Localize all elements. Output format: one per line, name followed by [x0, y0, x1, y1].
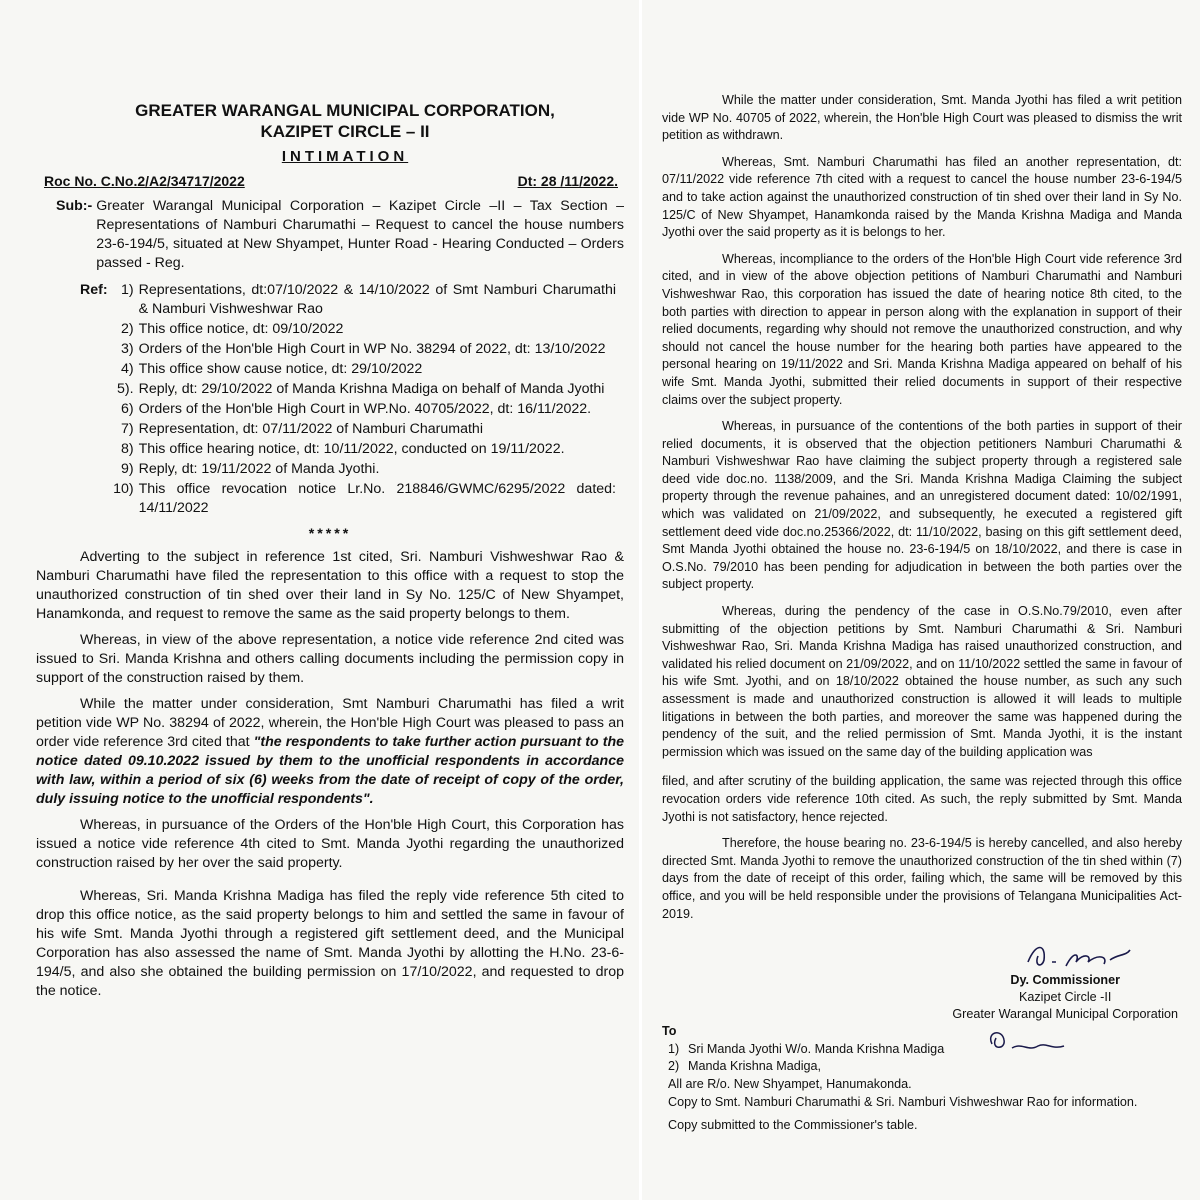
- reference-number: 1): [120, 282, 134, 298]
- signatory-circle: Kazipet Circle -II: [1018, 990, 1112, 1005]
- reference-text: Reply, dt: 19/11/2022 of Manda Jyothi.: [138, 461, 380, 477]
- intimation-heading: INTIMATION: [281, 148, 409, 165]
- document-date: Dt: 28 /11/2022.: [517, 173, 618, 189]
- reference-number: 2): [120, 321, 134, 337]
- roc-line: [36, 172, 624, 191]
- signature-area: [662, 932, 1182, 1047]
- paragraph: Whereas, Smt. Namburi Charumathi has filed an another representation, dt: 07/11/2022 vide reference 7th cited with a request to cancel the house number 23-6-194/5 and to take action against the unauthorized construction of tin shed over their land in Sy No. 125/C of New Shyampet, Hanamkonda raised by the Manda Krishna Madiga and Manda Jyothi over the said property as it is belongs to her.: [662, 154, 1182, 240]
- recipient-item: [668, 1058, 1182, 1076]
- reference-item: [108, 400, 616, 419]
- recipient-number: 2): [668, 1059, 680, 1074]
- paragraph: Therefore, the house bearing no. 23-6-194/5 is hereby cancelled, and also hereby directed Smt. Manda Jyothi to remove the unauthorized construction of the tin shed within (7) days from the date of receipt of this order, failing which, the same will be removed by this office, and you will be held responsible under the provisions of Telangana Municipalities Act- 2019.: [662, 836, 1182, 921]
- paragraph: While the matter under consideration, Smt. Manda Jyothi has filed a writ petition vide WP No. 40705 of 2022, wherein, the Hon'ble High Court was pleased to dismiss the writ petition as withdrawn.: [662, 93, 1182, 143]
- circle-title: KAZIPET CIRCLE – II: [260, 122, 430, 141]
- subject-text: Greater Warangal Municipal Corporation – Kazipet Circle –II – Tax Section – Representations of Namburi Charumathi – Request to cancel the house numbers 23-6-194/5, situated at New Shyampet, Hunter Road - Hearing Conducted – Orders passed - Reg.: [96, 198, 624, 271]
- reference-number: 5).: [117, 381, 134, 397]
- recipient-text: Manda Krishna Madiga,: [688, 1059, 822, 1074]
- reference-text: This office revocation notice Lr.No. 218846/GWMC/6295/2022 dated: 14/11/2022: [138, 481, 616, 516]
- initials-signature: [982, 1024, 1072, 1058]
- address-line: All are R/o. New Shyampet, Hanumakonda.: [668, 1076, 912, 1091]
- reference-number: 8): [120, 441, 134, 457]
- to-label: To: [662, 1024, 677, 1039]
- reference-item: [108, 340, 616, 359]
- paragraph-text: While the matter under consideration, Smt Namburi Charumathi has filed a writ petition vide WP No. 38294 of 2022, wherein, the Hon'ble High Court was pleased to pass an order vide reference 3rd cited that: [36, 696, 624, 750]
- references-label: Ref:: [80, 282, 108, 298]
- reference-text: This office hearing notice, dt: 10/11/2022, conducted on 19/11/2022.: [138, 441, 565, 457]
- subject-block: [56, 197, 624, 273]
- reference-number: 6): [120, 401, 134, 417]
- handwritten-signature: [1022, 932, 1142, 976]
- reference-text: Reply, dt: 29/10/2022 of Manda Krishna Madiga on behalf of Manda Jyothi: [138, 381, 605, 397]
- paragraph: Adverting to the subject in reference 1st cited, Sri. Namburi Vishweshwar Rao & Namburi Charumathi have filed the representation to this office with a request to stop the unauthorized construction of tin shed over their land in Sy No. 125/C of New Shyampet, Hanamkonda, and request to remove the same as the said property belongs to them.: [36, 549, 624, 622]
- reference-number: 4): [120, 361, 134, 377]
- reference-item: [108, 360, 616, 379]
- reference-item: [108, 460, 616, 479]
- reference-text: Orders of the Hon'ble High Court in WP.No. 40705/2022, dt: 16/11/2022.: [138, 401, 592, 417]
- copy-submitted-line: Copy submitted to the Commissioner's table.: [668, 1118, 918, 1133]
- org-title: GREATER WARANGAL MUNICIPAL CORPORATION,: [135, 101, 555, 120]
- paragraph: Whereas, in pursuance of the Orders of the Hon'ble High Court, this Corporation has issued a notice vide reference 4th cited to Smt. Manda Jyothi regarding the unauthorized construction raised by her over the said property.: [36, 817, 624, 871]
- reference-item: [108, 420, 616, 439]
- reference-number: 3): [120, 341, 134, 357]
- reference-item: [108, 380, 616, 399]
- court-order-quote: "the respondents to take further action pursuant to the notice dated 09.10.2022 issued by them to the unofficial respondents in accordance with law, within a period of six (6) weeks from the date of receipt of copy of the order, duly issuing notice to the unofficial respondents".: [36, 734, 625, 807]
- document-page-2: [642, 0, 1200, 1200]
- paragraph: [36, 695, 624, 809]
- reference-item: [108, 480, 616, 518]
- reference-item: [108, 440, 616, 459]
- references-block: [80, 281, 616, 519]
- references-list: [108, 281, 616, 519]
- signatory-block: [952, 972, 1178, 1023]
- signatory-title: Dy. Commissioner: [1010, 973, 1121, 988]
- paragraph: Whereas, during the pendency of the case in O.S.No.79/2010, even after submitting of the objection petitions by Smt. Namburi Charumathi & Sri. Namburi Vishweshwar Rao, Sri. Manda Krishna Madiga has raised unauthorized construction, and validated his relied document on 21/09/2022, and on 11/10/2022 settled the same in favour of his wife Smt. Jyothi, and on 18/10/2022 obtained the house number, as such any such assessment is made and unauthorized construction is allowed it will leads to multiple litigations in between the both parties, and moreover the same was happened during the pendency of the suit, and the relied permission of Smt. Manda Jyothi, it is the instant permission which was issued on the same day of the building application was: [662, 604, 1182, 759]
- recipient-number: 1): [668, 1041, 680, 1056]
- separator-stars: *****: [308, 526, 352, 542]
- reference-number: 9): [120, 461, 134, 477]
- paragraph: Whereas, in pursuance of the contentions of the both parties in support of their relied documents, it is observed that the objection petitioners Namburi Charumathi & Namburi Vishweshwar Rao have claiming the subject property through a registered sale deed vide doc.no. 1138/2009, and the Sri. Manda Krishna Madiga Claiming the subject property through the revenue pahaines, and an unregistered document dated: 10/02/1991, which was validated on 21/09/2022, and subsequently, he executed a registered gift settlement deed vide doc.no.25366/2022, dt: 11/10/2022, basing on this gift settlement deed, Smt Manda Jyothi obtained the house no. 23-6-194/5 on 18/10/2022, and there is case in O.S.No. 79/2010 has been pending for adjudication in between the both parties over the subject property.: [662, 419, 1182, 592]
- reference-item: [108, 281, 616, 319]
- subject-label: Sub:-: [56, 198, 93, 214]
- paragraph: filed, and after scrutiny of the building application, the same was rejected through this office revocation orders vide reference 10th cited. As such, the reply submitted by Smt. Manda Jyothi is not satisfactory, hence rejected.: [662, 774, 1182, 824]
- paragraph: Whereas, incompliance to the orders of the Hon'ble High Court vide reference 3rd cited, and in view of the above objection petitions of Namburi Charumathi and Namburi Vishweshwar Rao, this corporation has issued the date of hearing notice 8th cited, to the both parties with direction to appear in person along with the explanation in support of their relied documents, regarding why should not remove the unauthorized construction, and why should not cancel the house number for the hearing both parties have appeared to the personal hearing on 19/11/2022 and Sri. Manda Krishna Madiga appeared on behalf of his wife Smt. Manda Jyothi, submitted their relied documents in support of their respective claims over the subject property.: [662, 251, 1182, 407]
- signatory-org: Greater Warangal Municipal Corporation: [952, 1007, 1178, 1022]
- roc-number: Roc No. C.No.2/A2/34717/2022: [44, 173, 245, 189]
- reference-text: Representations, dt:07/10/2022 & 14/10/2022 of Smt Namburi Charumathi & Namburi Vishweshwar Rao: [138, 282, 616, 317]
- reference-text: This office notice, dt: 09/10/2022: [138, 321, 344, 337]
- reference-text: This office show cause notice, dt: 29/10/2022: [138, 361, 423, 377]
- reference-number: 7): [120, 421, 134, 437]
- reference-number: 10): [113, 481, 134, 497]
- paragraph: Whereas, Sri. Manda Krishna Madiga has filed the reply vide reference 5th cited to drop this office notice, as the said property belongs to him and settled the same in favour of his wife Smt. Manda Jyothi through a registered gift settlement deed, and the Municipal Corporation has also assessed the name of Smt. Manda Jyothi by allotting the H.No. 23-6-194/5, and also she obtained the building permission on 17/10/2022, and requested to drop the notice.: [36, 888, 624, 999]
- copy-to-line: Copy to Smt. Namburi Charumathi & Sri. Namburi Vishweshwar Rao for information.: [668, 1094, 1138, 1109]
- reference-text: Representation, dt: 07/11/2022 of Namburi Charumathi: [138, 421, 483, 437]
- reference-text: Orders of the Hon'ble High Court in WP No. 38294 of 2022, dt: 13/10/2022: [138, 341, 606, 357]
- paragraph: Whereas, in view of the above representation, a notice vide reference 2nd cited was issued to Sri. Manda Krishna and others calling documents including the permission copy in support of the construction raised by them.: [36, 632, 624, 686]
- reference-item: [108, 320, 616, 339]
- recipient-text: Sri Manda Jyothi W/o. Manda Krishna Madiga: [688, 1041, 945, 1056]
